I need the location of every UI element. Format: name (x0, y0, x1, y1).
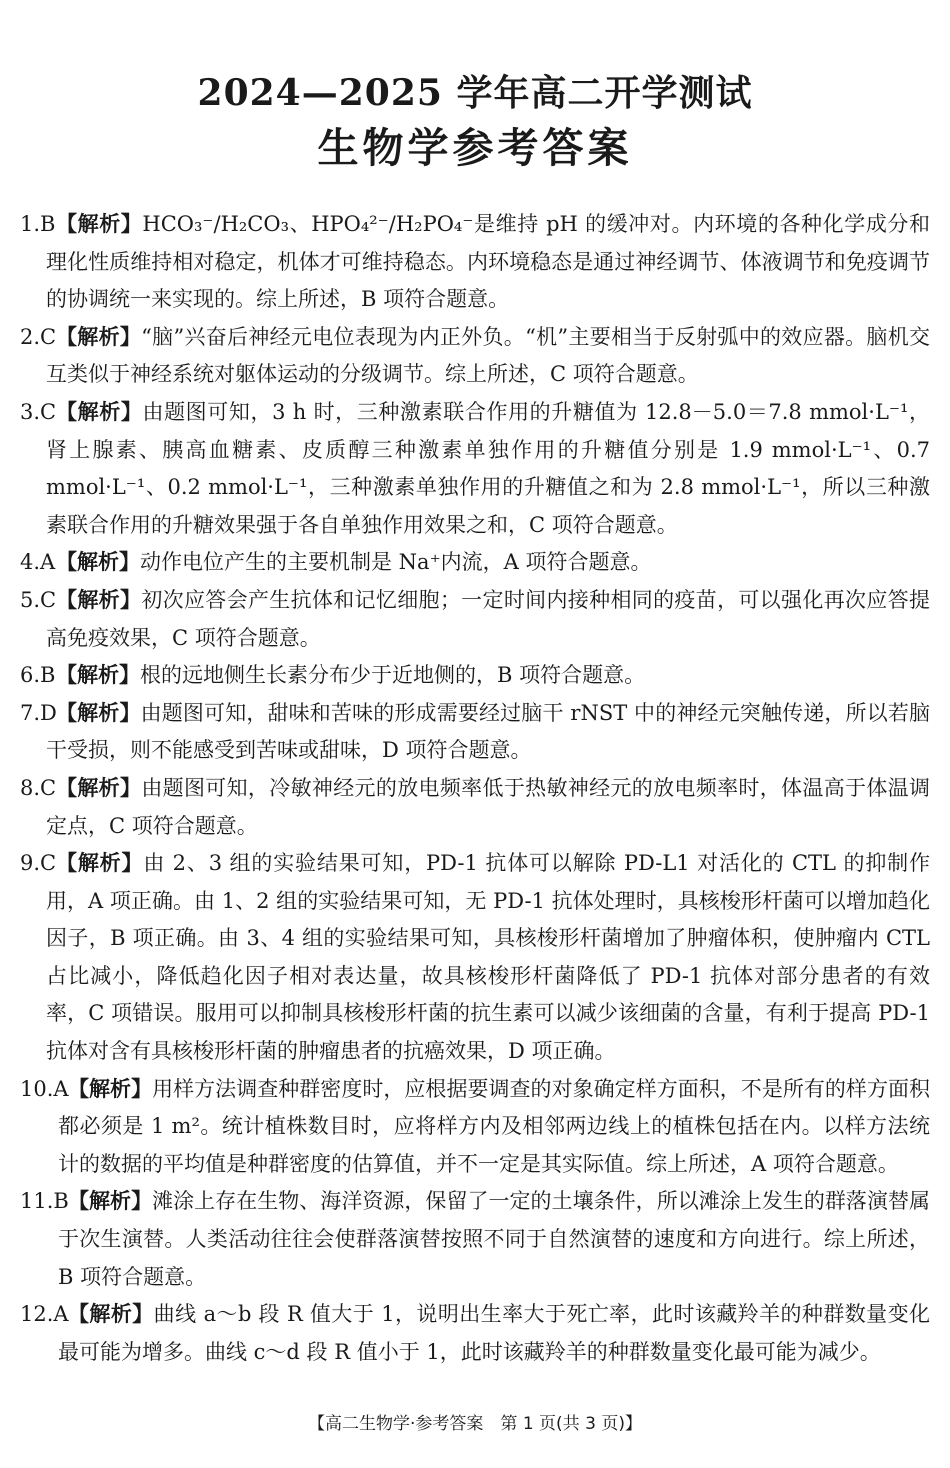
answer-number: 9.C (20, 851, 57, 876)
answer-item-11 (20, 1183, 930, 1296)
answer-number: 3.C (20, 399, 57, 424)
analysis-tag: 【解析】 (56, 663, 140, 688)
answer-number: 6.B (20, 663, 56, 688)
analysis-tag: 【解析】 (56, 851, 144, 876)
answer-text: 由题图可知，甜味和苦味的形成需要经过脑干 rNST 中的神经元突触传递，所以若脑干受损，则不能感受到苦味或甜味，D 项符合题意。 (46, 700, 931, 763)
answer-item-9 (20, 845, 930, 1071)
page-footer: 【高二生物学·参考答案 第 1 页(共 3 页)】 (308, 1414, 642, 1434)
answer-text: “脑”兴奋后神经元电位表现为内正外负。“机”主要相当于反射弧中的效应器。脑机交互类似于神经系统对躯体运动的分级调节。综上所述，C 项符合题意。 (46, 324, 930, 387)
title-line-2: 生物学参考答案 (317, 124, 633, 172)
answer-number: 11.B (20, 1189, 69, 1214)
analysis-tag: 【解析】 (56, 212, 143, 236)
answer-number: 7.D (20, 700, 57, 725)
answer-item-3 (20, 394, 930, 544)
analysis-tag: 【解析】 (56, 700, 141, 725)
answer-text: 根的远地侧生长素分布少于近地侧的，B 项符合题意。 (140, 663, 646, 688)
answer-item-10 (20, 1071, 930, 1184)
answer-number: 4.A (20, 550, 56, 575)
analysis-tag: 【解析】 (68, 1076, 153, 1101)
answer-number: 10.A (20, 1076, 69, 1101)
answer-list (20, 206, 930, 1371)
answer-number: 2.C (20, 324, 57, 349)
answer-text: 用样方法调查种群密度时，应根据要调查的对象确定样方面积，不是所有的样方面积都必须是 1 m²。统计植株数目时，应将样方内及相邻两边线上的植株包括在内。以样方法统计的数据的平均值是种群密度的估算值，并不一定是其实际值。综上所述，A 项符合题意。 (58, 1076, 931, 1176)
answer-text: HCO₃⁻/H₂CO₃、HPO₄²⁻/H₂PO₄⁻是维持 pH 的缓冲对。内环境的各种化学成分和理化性质维持相对稳定，机体才可维持稳态。内环境稳态是通过神经调节、体液调节和免疫调节的协调统一来实现的。综上所述，B 项符合题意。 (46, 212, 931, 312)
analysis-tag: 【解析】 (56, 587, 142, 612)
analysis-tag: 【解析】 (68, 1189, 153, 1214)
answer-item-5 (20, 582, 930, 657)
answer-number: 8.C (20, 775, 57, 800)
answer-number: 5.C (20, 587, 57, 612)
answer-number: 1.B (20, 212, 56, 236)
title-line-1: 2024—2025 学年高二开学测试 (197, 72, 753, 114)
answer-item-7 (20, 695, 930, 770)
answer-item-8 (20, 770, 930, 845)
analysis-tag: 【解析】 (68, 1302, 154, 1327)
analysis-tag: 【解析】 (56, 550, 140, 575)
answer-text: 由题图可知，冷敏神经元的放电频率低于热敏神经元的放电频率时，体温高于体温调定点，C 项符合题意。 (46, 775, 931, 838)
answer-number: 12.A (20, 1302, 69, 1327)
answer-item-12 (20, 1296, 930, 1371)
answer-item-1 (20, 206, 930, 319)
analysis-tag: 【解析】 (56, 324, 142, 349)
answer-text: 滩涂上存在生物、海洋资源，保留了一定的土壤条件，所以滩涂上发生的群落演替属于次生演替。人类活动往往会使群落演替按照不同于自然演替的速度和方向进行。综上所述，B 项符合题意。 (58, 1189, 931, 1289)
answer-item-4 (20, 544, 930, 582)
analysis-tag: 【解析】 (56, 399, 143, 424)
answer-text: 曲线 a～b 段 R 值大于 1，说明出生率大于死亡率，此时该藏羚羊的种群数量变化最可能为增多。曲线 c～d 段 R 值小于 1，此时该藏羚羊的种群数量变化最可能为减少。 (58, 1302, 930, 1364)
answer-text: 初次应答会产生抗体和记忆细胞；一定时间内接种相同的疫苗，可以强化再次应答提高免疫效果，C 项符合题意。 (46, 587, 931, 650)
answer-text: 由 2、3 组的实验结果可知，PD-1 抗体可以解除 PD-L1 对活化的 CTL 的抑制作用，A 项正确。由 1、2 组的实验结果可知，无 PD-1 抗体处理时，具核梭形杆菌可以增加趋化因子，B 项正确。由 3、4 组的实验结果可知，具核梭形杆菌增加了肿瘤体积，使肿瘤内 CTL 占比减小，降低趋化因子相对表达量，故具核梭形杆菌降低了 PD-1 抗体对部分患者的有效率，C 项错误。服用可以抑制具核梭形杆菌的抗生素可以减少该细菌的含量，有利于提高 PD-1 抗体对含有具核梭形杆菌的肿瘤患者的抗癌效果，D 项正确。 (46, 851, 930, 1064)
answer-item-2 (20, 319, 930, 394)
analysis-tag: 【解析】 (56, 775, 142, 800)
answer-item-6 (20, 657, 930, 695)
answer-text: 由题图可知，3 h 时，三种激素联合作用的升糖值为 12.8－5.0＝7.8 mmol·L⁻¹，肾上腺素、胰高血糖素、皮质醇三种激素单独作用的升糖值分别是 1.9 mmol·L⁻¹、0.7 mmol·L⁻¹、0.2 mmol·L⁻¹，三种激素单独作用的升糖值之和为 2.8 mmol·L⁻¹，所以三种激素联合作用的升糖效果强于各自单独作用效果之和，C 项符合题意。 (46, 399, 931, 537)
answer-text: 动作电位产生的主要机制是 Na⁺内流，A 项符合题意。 (140, 550, 652, 575)
